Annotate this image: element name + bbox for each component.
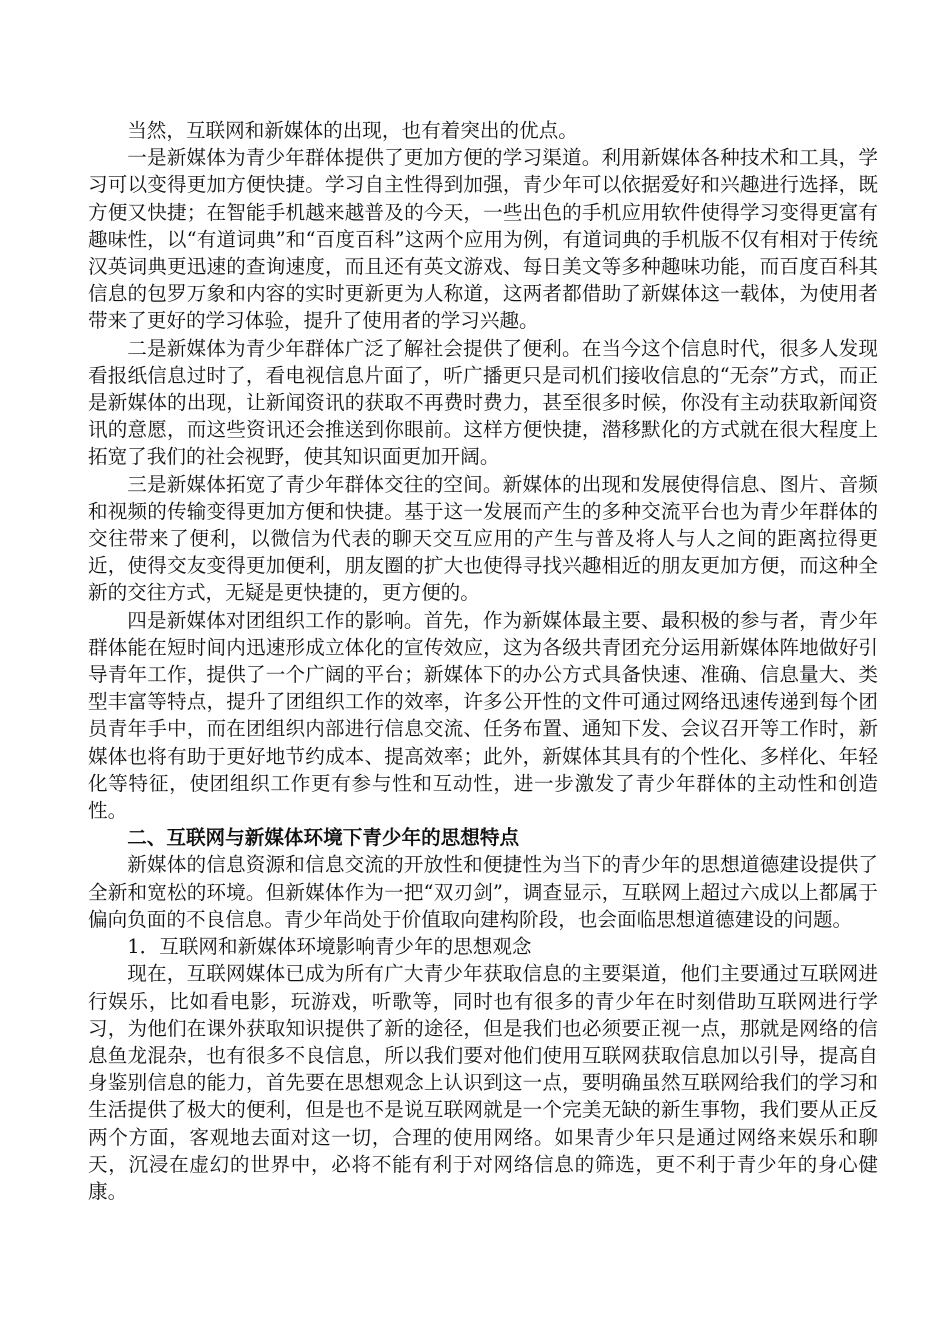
paragraph-point-two: 二是新媒体为青少年群体广泛了解社会提供了便利。在当今这个信息时代，很多人发现看报纸信息过时了，看电视信息片面了，听广播更只是司机们接收信息的“无奈”方式，而正是新媒体的出现，让新闻资讯的获取不再费时费力，甚至很多时候，你没有主动获取新闻资讯的意愿，而这些资讯还会推送到你眼前。这样方便快捷，潜移默化的方式就在很大程度上拓宽了我们的社会视野，使其知识面更加开阔。 xyxy=(88,336,878,469)
document-page xyxy=(88,117,878,1205)
paragraph-intro: 当然，互联网和新媒体的出现，也有着突出的优点。 xyxy=(127,119,578,142)
subheading-item-one: 1．互联网和新媒体环境影响青少年的思想观念 xyxy=(127,935,532,959)
section-heading: 二、互联网与新媒体环境下青少年的思想特点 xyxy=(127,826,520,850)
paragraph-point-three: 三是新媒体拓宽了青少年群体交往的空间。新媒体的出现和发展使得信息、图片、音频和视频的传输变得更加方便和快捷。基于这一发展而产生的多种交流平台也为青少年群体的交往带来了便利，以微信为代表的聊天交互应用的产生与普及将人与人之间的距离拉得更近，使得交友变得更加便利，朋友圈的扩大也使得寻找兴趣相近的朋友更加方便，而这种全新的交往方式，无疑是更快捷的，更方便的。 xyxy=(88,472,878,605)
paragraph-section-intro: 新媒体的信息资源和信息交流的开放性和便捷性为当下的青少年的思想道德建设提供了全新和宽松的环境。但新媒体作为一把“双刃剑”，调查显示，互联网上超过六成以上都属于偏向负面的不良信息。青少年尚处于价值取向建构阶段，也会面临思想道德建设的问题。 xyxy=(88,853,878,931)
paragraph-point-one: 一是新媒体为青少年群体提供了更加方便的学习渠道。利用新媒体各种技术和工具，学习可以变得更加方便快捷。学习自主性得到加强，青少年可以依据爱好和兴趣进行选择，既方便又快捷；在智能手机越来越普及的今天，一些出色的手机应用软件使得学习变得更富有趣味性，以“有道词典”和“百度百科”这两个应用为例，有道词典的手机版不仅有相对于传统汉英词典更迅速的查询速度，而且还有英文游戏、每日美文等多种趣味功能，而百度百科其信息的包罗万象和内容的实时更新更为人称道，这两者都借助了新媒体这一载体，为使用者带来了更好的学习体验，提升了使用者的学习兴趣。 xyxy=(88,146,878,333)
paragraph-item-one-body: 现在，互联网媒体已成为所有广大青少年获取信息的主要渠道，他们主要通过互联网进行娱乐，比如看电影，玩游戏，听歌等，同时也有很多的青少年在时刻借助互联网进行学习，为他们在课外获取知识提供了新的途径，但是我们也必须要正视一点，那就是网络的信息鱼龙混杂，也有很多不良信息，所以我们要对他们使用互联网获取信息加以引导，提高自身鉴别信息的能力，首先要在思想观念上认识到这一点，要明确虽然互联网给我们的学习和生活提供了极大的便利，但是也不是说互联网就是一个完美无缺的新生事物，我们要从正反两个方面，客观地去面对这一切，合理的使用网络。如果青少年只是通过网络来娱乐和聊天，沉浸在虚幻的世界中，必将不能有利于对网络信息的筛选，更不利于青少年的身心健康。 xyxy=(88,962,878,1203)
paragraph-point-four: 四是新媒体对团组织工作的影响。首先，作为新媒体最主要、最积极的参与者，青少年群体能在短时间内迅速形成立体化的宣传效应，这为各级共青团充分运用新媒体阵地做好引导青年工作，提供了一个广阔的平台；新媒体下的办公方式具备快速、准确、信息量大、类型丰富等特点，提升了团组织工作的效率，许多公开性的文件可通过网络迅速传递到每个团员青年手中，而在团组织内部进行信息交流、任务布置、通知下发、会议召开等工作时，新媒体也将有助于更好地节约成本、提高效率；此外，新媒体其具有的个性化、多样化、年轻化等特征，使团组织工作更有参与性和互动性，进一步激发了青少年群体的主动性和创造性。 xyxy=(88,608,878,823)
